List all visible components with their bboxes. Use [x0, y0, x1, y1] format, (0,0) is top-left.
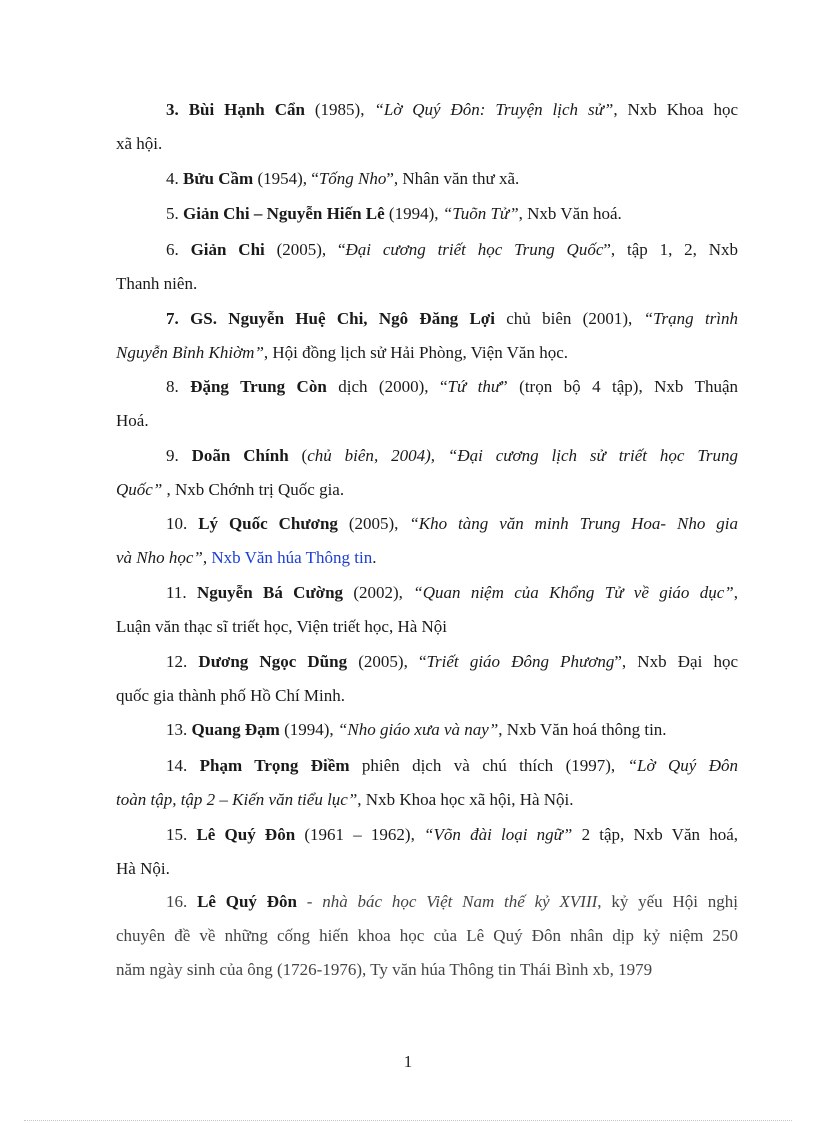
reference-14: 14. Phạm Trọng Điềm phiên dịch và chú thích (1997), “Lờ Quý Đôn toàn tập, tập 2 – Kiến văn tiểu lục”, Nxb Khoa học xã hội, Hà Nội. [116, 756, 738, 809]
reference-15: 15. Lê Quý Đôn (1961 – 1962), “Võn đài loại ngữ” 2 tập, Nxb Văn hoá, Hà Nội. [116, 825, 738, 878]
reference-12: 12. Dương Ngọc Dũng (2005), “Triết giáo Đông Phương”, Nxb Đại học quốc gia thành phố Hồ Chí Minh. [116, 652, 738, 705]
page-bottom-divider [24, 1120, 792, 1121]
page-number: 1 [403, 1052, 413, 1071]
reference-7: 7. GS. Nguyễn Huệ Chi, Ngô Đăng Lợi chủ biên (2001), “Trạng trình Nguyễn Bỉnh Khiờm”, Hội đồng lịch sử Hải Phòng, Viện Văn học. [116, 309, 738, 362]
reference-11: 11. Nguyễn Bá Cường (2002), “Quan niệm của Khổng Tử về giáo dục”, Luận văn thạc sĩ triết học, Viện triết học, Hà Nội [116, 583, 738, 636]
reference-16: 16. Lê Quý Đôn - nhà bác học Việt Nam thế kỷ XVIII, kỷ yếu Hội nghị chuyên đề về những cống hiến khoa học của Lê Quý Đôn nhân dịp kỷ niệm 250 năm ngày sinh của ông (1726-1976), Ty văn húa Thông tin Thái Bình xb, 1979 [116, 892, 738, 979]
reference-10: 10. Lý Quốc Chương (2005), “Kho tàng văn minh Trung Hoa- Nho gia và Nho học”, Nxb Văn húa Thông tin. [116, 514, 738, 567]
reference-4: 4. Bửu Cầm (1954), “Tống Nho”, Nhân văn thư xã. [166, 169, 520, 188]
reference-6: 6. Giản Chi (2005), “Đại cương triết học Trung Quốc”, tập 1, 2, Nxb Thanh niên. [116, 240, 738, 293]
reference-5: 5. Giản Chi – Nguyễn Hiến Lê (1994), “Tuõn Tử”, Nxb Văn hoá. [166, 204, 622, 223]
reference-9: 9. Doãn Chính (chủ biên, 2004), “Đại cương lịch sử triết học Trung Quốc” , Nxb Chớnh trị Quốc gia. [116, 446, 738, 499]
reference-8: 8. Đặng Trung Còn dịch (2000), “Tứ thư” (trọn bộ 4 tập), Nxb Thuận Hoá. [116, 377, 738, 430]
reference-3: 3. Bùi Hạnh Cẩn (1985), “Lờ Quý Đôn: Truyện lịch sử”, Nxb Khoa học xã hội. [116, 100, 738, 153]
reference-13: 13. Quang Đạm (1994), “Nho giáo xưa và nay”, Nxb Văn hoá thông tin. [166, 720, 667, 739]
publisher-link: Nxb Văn húa Thông tin [211, 548, 373, 567]
